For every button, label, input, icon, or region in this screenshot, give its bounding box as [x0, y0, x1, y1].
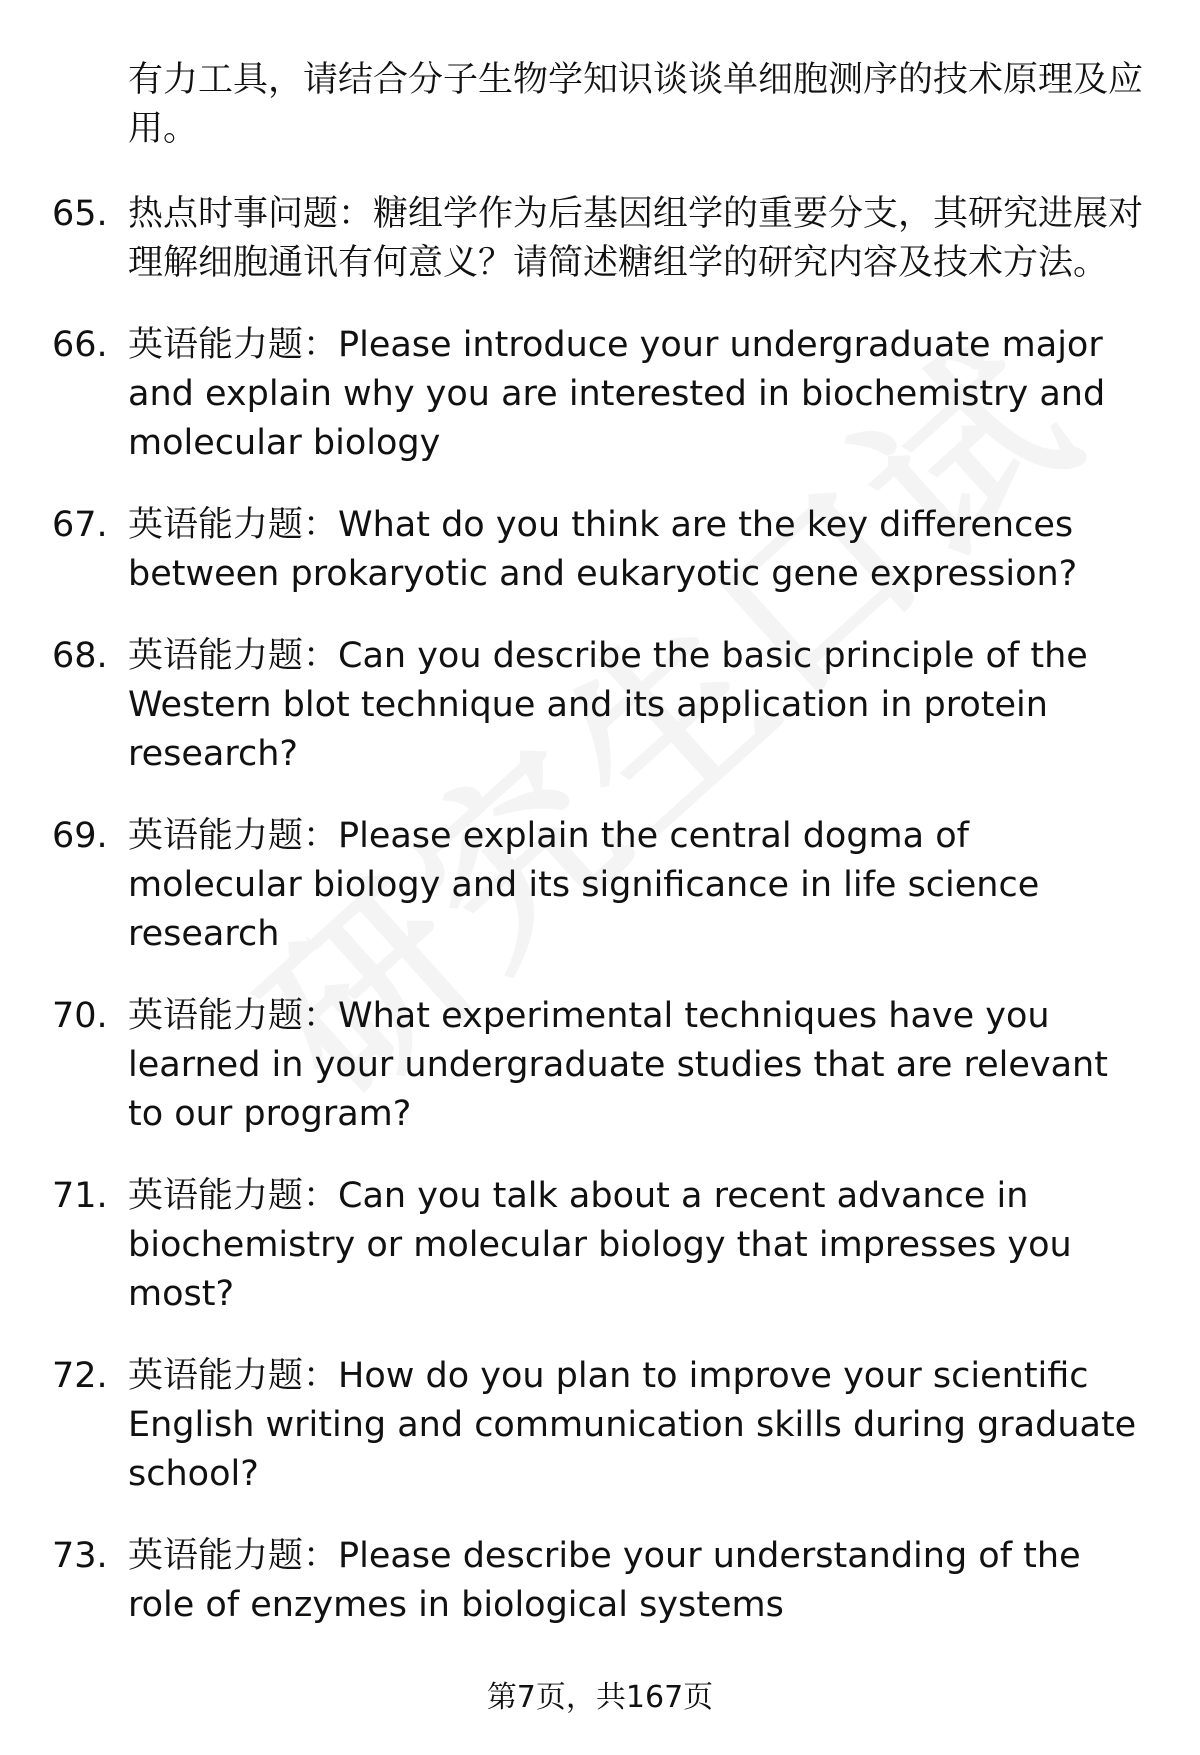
question-text: 英语能力题：What experimental techniques have you learned in your undergraduate studies that are relevant to our program? — [128, 996, 1108, 1134]
question-text: 英语能力题：Can you talk about a recent advance in biochemistry or molecular biology that impresses you most? — [128, 1176, 1072, 1314]
question-text: 英语能力题：How do you plan to improve your scientific English writing and communication skills during graduate school? — [128, 1356, 1137, 1494]
question-number: 70. — [52, 996, 108, 1036]
question-list — [52, 56, 1152, 1663]
question-text: 热点时事问题：糖组学作为后基因组学的重要分支，其研究进展对理解细胞通讯有何意义？请简述糖组学的研究内容及技术方法。 — [128, 194, 1144, 283]
intro-continuation: 有力工具，请结合分子生物学知识谈谈单细胞测序的技术原理及应用。 — [128, 60, 1144, 149]
question-text: 英语能力题：Please explain the central dogma of molecular biology and its significance in life science research — [128, 816, 1040, 954]
question-number: 67. — [52, 505, 108, 545]
question-text: 英语能力题：Please introduce your undergraduate major and explain why you are interested in biochemistry and molecular biology — [128, 325, 1106, 463]
page-footer: 第7页，共167页 — [486, 1680, 714, 1715]
question-item — [52, 1172, 1152, 1319]
question-item — [52, 1352, 1152, 1499]
question-number: 69. — [52, 816, 108, 856]
question-item — [52, 321, 1152, 468]
question-number: 73. — [52, 1536, 108, 1576]
question-item — [52, 190, 1152, 288]
question-text: 英语能力题：Please describe your understanding of the role of enzymes in biological systems — [128, 1536, 1081, 1625]
question-item — [52, 501, 1152, 599]
question-item — [52, 812, 1152, 959]
question-number: 66. — [52, 325, 108, 365]
question-text: 英语能力题：What do you think are the key differences between prokaryotic and eukaryotic gene expression? — [128, 505, 1078, 594]
question-item — [52, 1532, 1152, 1630]
question-number: 68. — [52, 636, 108, 676]
question-number: 71. — [52, 1176, 108, 1216]
question-number: 72. — [52, 1356, 108, 1396]
question-text: 英语能力题：Can you describe the basic principle of the Western blot technique and its application in protein research? — [128, 636, 1088, 774]
question-item — [52, 992, 1152, 1139]
question-number: 65. — [52, 194, 108, 234]
question-item — [52, 632, 1152, 779]
